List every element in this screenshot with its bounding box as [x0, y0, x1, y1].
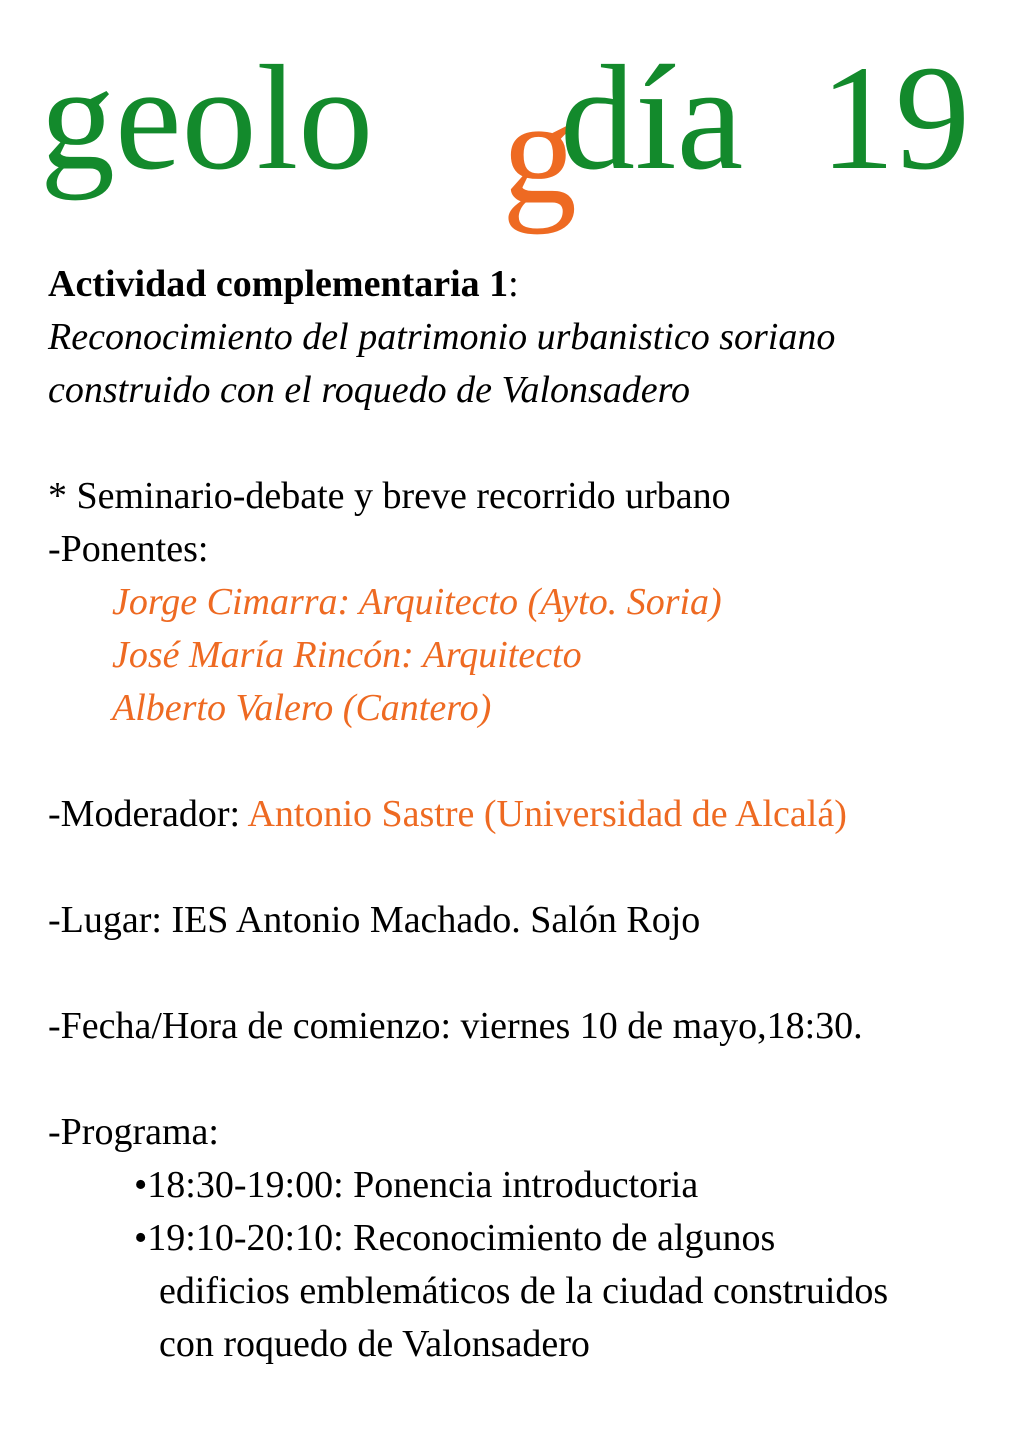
spacer — [48, 1053, 1008, 1106]
program-item-1: •18:30-19:00: Ponencia introductoria — [134, 1164, 699, 1206]
date-line: -Fecha/Hora de comienzo: viernes 10 de mayo,18:30. — [48, 1005, 863, 1047]
spacer — [48, 947, 1008, 1000]
spacer — [48, 841, 1008, 894]
activity-heading-line — [48, 258, 1008, 311]
logo-text-accent: g — [502, 69, 577, 235]
program-item-2-continued: edificios emblemáticos de la ciudad construidos — [159, 1270, 889, 1312]
logo-text-number: 19 — [820, 35, 970, 201]
speaker-item: Jorge Cimarra: Arquitecto (Ayto. Soria) — [112, 581, 722, 623]
activity-heading-colon: : — [508, 263, 519, 305]
program-item-2-continued: con roquedo de Valonsadero — [159, 1323, 590, 1365]
speaker-item: Alberto Valero (Cantero) — [112, 687, 492, 729]
geolodia-logo — [40, 30, 980, 240]
speakers-label: -Ponentes: — [48, 528, 209, 570]
program-label: -Programa: — [48, 1111, 219, 1153]
speaker-item: José María Rincón: Arquitecto — [112, 634, 582, 676]
moderator-name: Antonio Sastre (Universidad de Alcalá) — [247, 793, 847, 835]
activity-subtitle-2: construido con el roquedo de Valonsadero — [48, 369, 691, 411]
program-item-2: •19:10-20:10: Reconocimiento de algunos — [134, 1217, 776, 1259]
spacer — [48, 417, 1008, 470]
geolodia-logo-graphic — [40, 30, 980, 240]
seminar-line: * Seminario-debate y breve recorrido urbano — [48, 475, 731, 517]
spacer — [48, 735, 1008, 788]
place-line: -Lugar: IES Antonio Machado. Salón Rojo — [48, 899, 701, 941]
activity-subtitle-1: Reconocimiento del patrimonio urbanistico soriano — [48, 316, 836, 358]
activity-heading: Actividad complementaria 1 — [48, 263, 509, 305]
moderator-label: -Moderador: — [48, 793, 248, 835]
logo-text-rest: día — [560, 35, 744, 201]
logo-text-main: geolo — [40, 35, 374, 201]
activity-content — [48, 258, 1008, 1371]
moderator-line — [48, 788, 1008, 841]
